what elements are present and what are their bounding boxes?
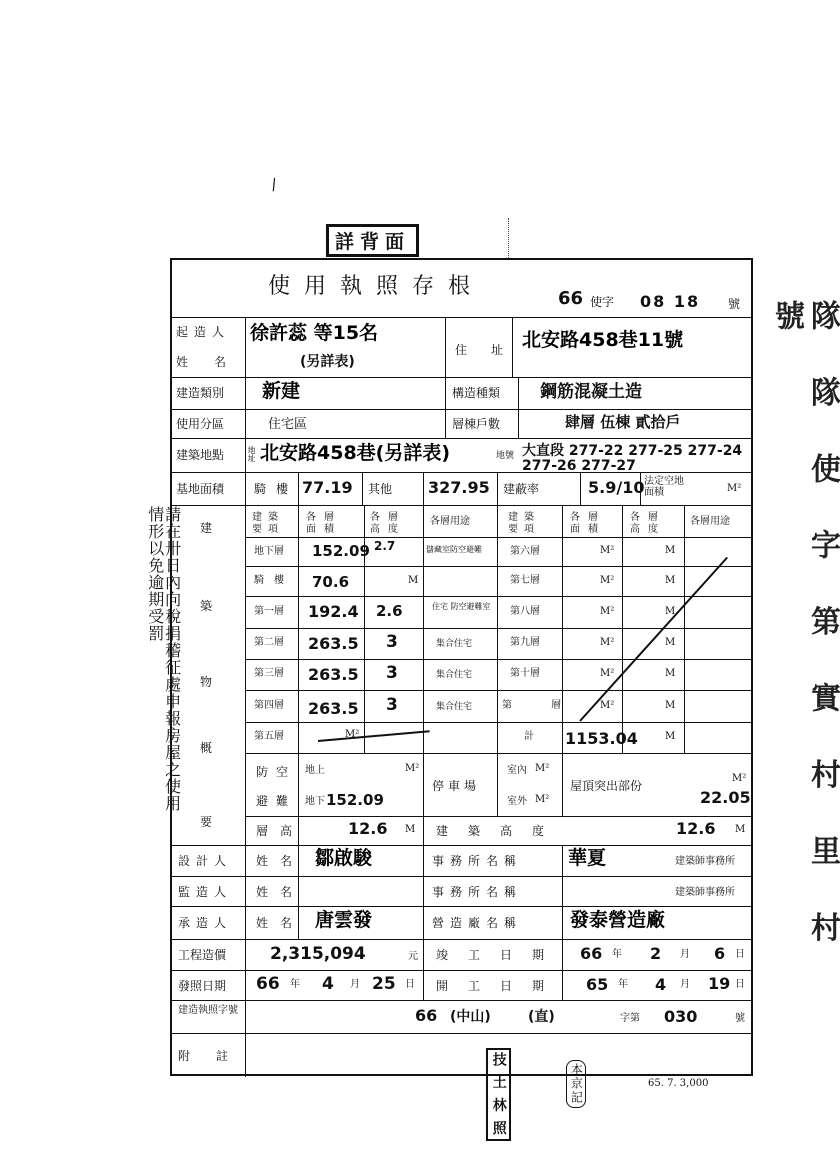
floor-4-area: 263.5	[308, 699, 359, 718]
designer-office-suffix: 建築師事務所	[675, 856, 735, 867]
floor-1-use: 住宅 防空避難室	[432, 602, 491, 611]
owner-name-label: 姓名	[176, 355, 253, 369]
permit-number-word: 字第	[620, 1013, 640, 1024]
supervisor-office-label: 事務所名稱	[432, 885, 523, 899]
site-address: 北安路458巷(另詳表)	[260, 442, 451, 464]
start-day: 19	[708, 974, 731, 993]
floor-n-name: 第 層	[502, 700, 580, 711]
start-month-char: 月	[680, 979, 690, 990]
cost-yuan: 元	[408, 951, 418, 962]
finish-day: 6	[714, 944, 726, 963]
total-label: 計	[524, 731, 534, 742]
floor-1-height: 2.6	[376, 602, 403, 620]
total-unit-m: M	[665, 731, 676, 742]
permit-number-char: (直)	[528, 1009, 555, 1025]
floor-2-area: 263.5	[308, 634, 359, 653]
site-lot: 大直段 277-22 277-25 277-24 277-26 277-27	[522, 443, 743, 475]
top-right-stamps	[508, 218, 749, 258]
floor-5-name: 第五層	[254, 731, 284, 742]
floor-9-unit-m: M	[665, 637, 676, 648]
cost-value: 2,315,094	[270, 944, 366, 964]
overview-char-2: 築	[200, 599, 213, 613]
roof-label: 屋頂突出部份	[570, 779, 643, 793]
roof-value: 22.05	[700, 788, 751, 807]
floor-9-unit-a: M²	[600, 637, 615, 648]
parking-outdoor: 室外	[507, 796, 527, 807]
floor-4-height: 3	[386, 695, 398, 715]
building-height-label: 建築高度	[436, 824, 565, 838]
finish-year: 66	[580, 944, 603, 963]
arcade-label: 騎樓	[254, 482, 299, 496]
start-year-char: 年	[618, 979, 628, 990]
start-day-char: 日	[735, 979, 745, 990]
floor-7-name: 第七層	[510, 575, 540, 586]
permit-number-prefix: 66	[415, 1006, 438, 1025]
corner-scribble: ⟋	[266, 176, 283, 195]
floors-label: 層棟戶數	[452, 417, 501, 431]
shelter-above-unit: M²	[405, 763, 420, 774]
owner-address-label: 住址	[455, 343, 528, 357]
floor-2-height: 3	[386, 632, 398, 652]
approval-stamp: 技 土 林 照	[486, 1048, 511, 1141]
col-area-header: 各層面積	[306, 512, 342, 535]
permit-word: 使字	[590, 295, 615, 309]
floor-8-unit-m: M	[665, 606, 676, 617]
floor-2-name: 第二層	[254, 637, 284, 648]
legal-open-unit: M²	[727, 483, 742, 494]
permit-number-suffix: 號	[735, 1013, 745, 1024]
form-title: 使用執照存根	[268, 274, 485, 299]
floor-6-unit-m: M	[665, 545, 676, 556]
floor-7-unit-m: M	[665, 575, 676, 586]
floor-5-unit: M²	[345, 729, 360, 740]
floor-2-use: 集合住宅	[436, 639, 473, 649]
clerk-stamp: 本京記	[566, 1060, 586, 1108]
shelter-above: 地上	[305, 765, 325, 776]
parking-label: 停車場	[432, 779, 481, 793]
owner-name-sub: (另詳表)	[300, 354, 355, 370]
issue-label: 發照日期	[178, 979, 227, 993]
shelter-label-1: 防空	[256, 765, 297, 779]
floor-3-name: 第三層	[254, 668, 284, 679]
print-code: 65. 7. 3,000	[648, 1078, 709, 1089]
issue-year-char: 年	[290, 979, 300, 990]
site-label: 建築地點	[176, 448, 225, 462]
permit-number-value: 030	[664, 1007, 698, 1026]
total-value: 1153.04	[565, 729, 638, 748]
floor-b1-area: 152.09	[312, 542, 370, 560]
roof-unit: M²	[732, 773, 747, 784]
structure-value: 鋼筋混凝土造	[540, 382, 642, 402]
building-height-unit: M	[735, 824, 746, 835]
issue-year: 66	[256, 974, 280, 994]
parking-indoor-unit: M²	[535, 763, 550, 774]
col-area-header-2: 各層面積	[570, 512, 606, 535]
contractor-factory: 發泰營造廠	[570, 909, 666, 931]
permit-year: 66	[558, 288, 584, 309]
contractor-name-label: 姓名	[256, 916, 305, 930]
floor-b1-name: 地下層	[254, 546, 284, 557]
floor-8-unit-a: M²	[600, 606, 615, 617]
floor-10-name: 第十層	[510, 668, 540, 679]
issue-day-char: 日	[405, 979, 415, 990]
floor-6-unit-a: M²	[600, 545, 615, 556]
finish-month-char: 月	[680, 949, 690, 960]
parking-indoor: 室內	[507, 765, 527, 776]
issue-month-char: 月	[350, 979, 360, 990]
overview-char-3: 物	[200, 675, 213, 689]
shelter-below: 地下	[305, 796, 325, 807]
floor-3-area: 263.5	[308, 665, 359, 684]
owner-name: 徐許蕊 等15名	[250, 322, 379, 344]
contractor-name: 唐雲發	[315, 909, 373, 931]
start-label: 開工日期	[436, 979, 565, 993]
finish-month: 2	[650, 944, 662, 963]
area-label: 基地面積	[176, 482, 225, 496]
floor-4-name: 第四層	[254, 700, 284, 711]
finish-year-char: 年	[612, 949, 622, 960]
owner-address: 北安路458巷11號	[522, 329, 684, 351]
owner-label: 起造人	[176, 325, 231, 339]
shelter-below-value: 152.09	[326, 791, 384, 809]
category-value: 新建	[262, 380, 301, 402]
designer-label: 設計人	[178, 854, 233, 868]
floor-b1-use: 儲藏室防空避難	[426, 545, 482, 554]
overview-char-1: 建	[200, 521, 213, 535]
floor-b1-height: 2.7	[374, 539, 396, 553]
col-height-header: 各層高度	[370, 512, 406, 535]
detail-back-stamp: 詳背面	[326, 224, 419, 257]
storey-height-label: 層高	[256, 824, 305, 838]
floor-10-unit-a: M²	[600, 668, 615, 679]
notes-label: 附註	[178, 1049, 255, 1063]
floor-n-unit-a: M²	[600, 700, 615, 711]
overview-char-4: 概	[200, 741, 213, 755]
shelter-label-2: 避難	[256, 794, 297, 808]
structure-label: 構造種類	[452, 386, 501, 400]
floors-value: 肆層 伍棟 貳拾戶	[565, 413, 681, 431]
storey-height-value: 12.6	[348, 819, 388, 838]
storey-height-unit: M	[405, 824, 416, 835]
site-lot-mark: 地號	[496, 451, 515, 461]
col-height-header-2: 各層高度	[630, 512, 666, 535]
floor-arcade-area: 70.6	[312, 573, 350, 591]
col-use-header-2: 各層用途	[690, 516, 730, 527]
finish-day-char: 日	[735, 949, 745, 960]
floor-1-name: 第一層	[254, 606, 284, 617]
issue-day: 25	[372, 974, 396, 994]
zone-label: 使用分區	[176, 417, 225, 431]
other-label: 其他	[368, 482, 393, 496]
parking-outdoor-unit: M²	[535, 794, 550, 805]
supervisor-office-suffix: 建築師事務所	[675, 887, 735, 898]
coverage-label: 建蔽率	[503, 482, 540, 496]
col-item-header: 建築要項	[252, 512, 284, 535]
floor-4-use: 集合住宅	[436, 702, 473, 712]
floor-6-name: 第六層	[510, 546, 540, 557]
designer-office: 華夏	[568, 847, 607, 869]
contractor-label: 承造人	[178, 916, 233, 930]
floor-3-height: 3	[386, 663, 398, 683]
floor-3-use: 集合住宅	[436, 670, 473, 680]
supervisor-name-label: 姓名	[256, 885, 305, 899]
floor-10-unit-m: M	[665, 668, 676, 679]
category-label: 建造類別	[176, 386, 225, 400]
floor-9-name: 第九層	[510, 637, 540, 648]
finish-label: 竣工日期	[436, 948, 565, 962]
other-value: 327.95	[428, 478, 490, 497]
issue-month: 4	[322, 974, 334, 994]
floor-1-area: 192.4	[308, 602, 359, 621]
coverage-value: 5.9/10	[588, 478, 645, 497]
supervisor-label: 監造人	[178, 885, 233, 899]
site-address-mark: 地址	[247, 446, 256, 462]
floor-8-name: 第八層	[510, 606, 540, 617]
floor-n-unit-m: M	[665, 700, 676, 711]
floor-arcade-unit: M	[408, 575, 419, 586]
permit-number-label: 建造執照字號	[178, 1005, 238, 1016]
right-margin-fragment: 隊 隊 使 字 第 實 村 里 村 號	[769, 300, 840, 960]
overview-char-5: 要	[200, 815, 213, 829]
building-height-value: 12.6	[676, 819, 716, 838]
designer-name: 鄒啟駿	[315, 847, 373, 869]
cost-label: 工程造價	[178, 948, 227, 962]
permit-number: 08 18	[640, 292, 701, 311]
designer-office-label: 事務所名稱	[432, 854, 523, 868]
contractor-factory-label: 營造廠名稱	[432, 916, 523, 930]
tax-notice: 請在卅日內向稅捐稽征處申報房屋之使用情形以免逾期受罰	[145, 506, 182, 812]
zone-value: 住宅區	[268, 417, 308, 432]
arcade-value: 77.19	[302, 478, 353, 497]
col-item-header-2: 建築要項	[508, 512, 540, 535]
floor-arcade-name: 騎樓	[254, 575, 294, 586]
col-use-header: 各層用途	[430, 516, 470, 527]
designer-name-label: 姓名	[256, 854, 305, 868]
permit-suffix: 號	[728, 297, 741, 311]
start-month: 4	[655, 975, 667, 994]
floor-7-unit-a: M²	[600, 575, 615, 586]
start-year: 65	[586, 975, 609, 994]
permit-number-district: (中山)	[450, 1009, 491, 1025]
legal-open-label: 法定空地面積	[644, 476, 684, 498]
